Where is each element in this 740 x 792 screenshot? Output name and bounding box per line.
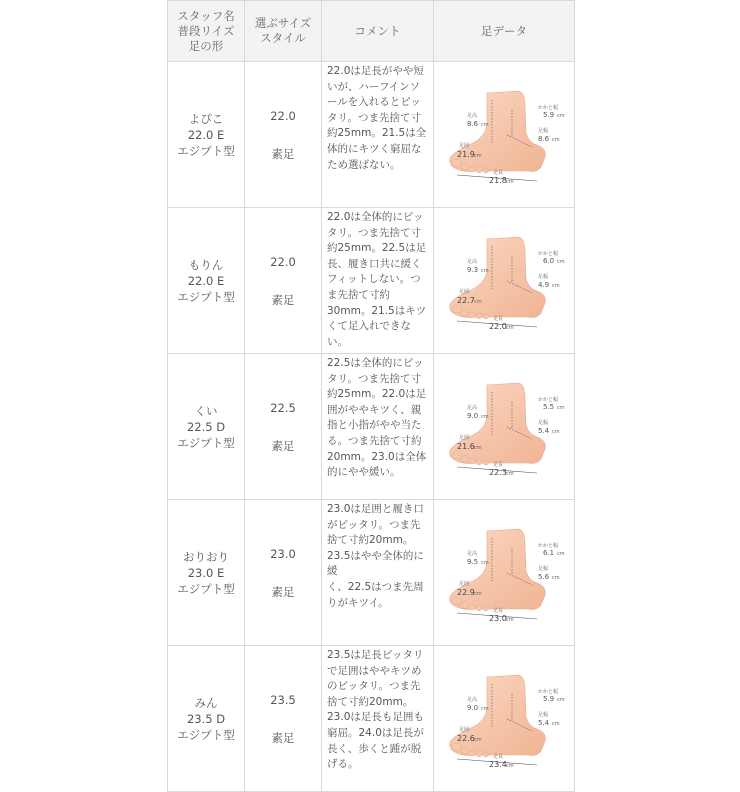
foot-girth-label: 足囲 <box>459 142 470 149</box>
foot-girth-label: 足囲 <box>459 434 470 441</box>
unit-label: cm <box>474 736 482 743</box>
foot-girth-label: 足囲 <box>459 726 470 733</box>
staff-foot-shape: エジプト型 <box>177 435 235 450</box>
comment-line: タリ。つま先捨て寸 <box>327 226 421 239</box>
comment-line: 20mm。23.0は全体 <box>327 450 427 463</box>
table-row <box>168 500 575 646</box>
comment-line: りがキツイ。 <box>327 596 389 609</box>
style-label: 素足 <box>271 730 295 745</box>
comment-line: る。つま先捨て寸約 <box>327 434 422 447</box>
foot-instep-label: かかと幅 <box>538 396 559 403</box>
comment-line: 22.0は足長がやや短 <box>327 65 424 77</box>
style-label: 素足 <box>271 438 295 453</box>
foot-length-value: 22.0 <box>489 321 507 331</box>
unit-label: cm <box>506 178 514 185</box>
size-table <box>167 0 575 792</box>
foot-girth-value: 21.6 <box>457 441 475 451</box>
foot-width-value: 5.4 <box>538 718 550 727</box>
comment-line: のピッタリ。つま先 <box>327 680 421 693</box>
size-cell <box>245 646 322 792</box>
staff-foot-shape: エジプト型 <box>177 289 235 304</box>
table-row <box>168 354 575 500</box>
foot-instep-label: かかと幅 <box>538 250 559 257</box>
unit-label: cm <box>552 428 560 435</box>
header-size <box>245 1 322 62</box>
header-staff-line: 普段リイズ <box>177 23 235 38</box>
comment-cell <box>322 500 434 646</box>
comment-line: 23.0は足長も足囲も <box>327 711 424 724</box>
unit-label: cm <box>506 762 514 769</box>
unit-label: cm <box>481 413 489 420</box>
unit-label: cm <box>552 720 560 727</box>
unit-label: cm <box>557 258 565 265</box>
foot-girth-value: 22.7 <box>457 295 475 305</box>
unit-label: cm <box>506 324 514 331</box>
foot-instep-value: 5.9 <box>543 110 555 119</box>
comment-line: フィットしない。つ <box>327 273 421 286</box>
comment-line: ため選ばない。 <box>327 158 401 171</box>
staff-usual-size: 22.0 E <box>187 273 225 288</box>
foot-diagram-icon <box>437 231 571 331</box>
foot-length-value: 22.3 <box>489 467 507 477</box>
unit-label: cm <box>474 444 482 451</box>
foot-diagram-icon <box>437 523 571 623</box>
style-label: 素足 <box>271 292 295 307</box>
staff-usual-size: 22.0 E <box>187 127 225 142</box>
unit-label: cm <box>552 282 560 289</box>
comment-line: 囲がややキツく、親 <box>327 403 422 416</box>
unit-label: cm <box>481 559 489 566</box>
foot-height-value: 9.5 <box>467 557 479 566</box>
header-size-line: スタイル <box>260 31 306 45</box>
header-staff <box>168 1 245 62</box>
unit-label: cm <box>474 152 482 159</box>
unit-label: cm <box>481 267 489 274</box>
header-comment: コメント <box>322 1 434 62</box>
staff-usual-size: 23.0 E <box>187 565 225 580</box>
foot-instep-value: 6.0 <box>543 256 555 265</box>
foot-girth-value: 22.6 <box>457 733 475 743</box>
comment-line: 22.0は全体的にピッ <box>327 211 424 223</box>
unit-label: cm <box>552 136 560 143</box>
comment-line: 23.5はやや全体的に緩 <box>327 549 424 578</box>
header-staff-line: スタッフ名 <box>177 8 235 23</box>
comment-line: 捨て寸約20mm。 <box>327 695 414 708</box>
foot-height-value: 9.3 <box>467 265 479 274</box>
comment-line: 23.5は足長ピッタリ <box>327 649 424 661</box>
foot-instep-value: 5.9 <box>543 694 555 703</box>
foot-girth-label: 足囲 <box>459 288 470 295</box>
foot-length-label: 足長 <box>493 169 504 176</box>
foot-height-value: 9.0 <box>467 411 479 420</box>
table-row <box>168 62 575 208</box>
foot-diagram-icon <box>437 377 571 477</box>
foot-length-label: 足長 <box>493 607 504 614</box>
foot-width-value: 5.6 <box>538 572 550 581</box>
foot-width-label: 足幅 <box>538 565 549 572</box>
chosen-size: 23.5 <box>270 692 296 707</box>
foot-diagram-icon <box>437 669 571 769</box>
foot-height-label: 足高 <box>467 404 478 411</box>
unit-label: cm <box>481 705 489 712</box>
foot-data-cell <box>434 500 575 646</box>
foot-data-cell <box>434 646 575 792</box>
comment-line: タリ。つま先捨て寸 <box>327 111 421 124</box>
staff-usual-size: 23.5 D <box>186 711 226 726</box>
foot-width-label: 足幅 <box>538 711 549 718</box>
foot-data-cell <box>434 208 575 354</box>
comment-line: 23.0は足囲と履き口 <box>327 503 424 515</box>
comment-line: で足囲はややキツめ <box>327 664 422 677</box>
foot-data-cell <box>434 62 575 208</box>
foot-instep-value: 5.5 <box>543 402 555 411</box>
comment-line: 約25mm。21.5は全 <box>327 127 427 140</box>
header-staff-line: 足の形 <box>188 38 224 53</box>
staff-name: よぴこ <box>188 111 224 126</box>
foot-width-value: 8.6 <box>538 134 550 143</box>
comment-line: ールを入れるとピッ <box>327 96 421 109</box>
size-cell <box>245 354 322 500</box>
staff-cell <box>168 646 245 792</box>
chosen-size: 23.0 <box>270 546 296 561</box>
foot-length-label: 足長 <box>493 315 504 322</box>
comment-line: く、22.5はつま先周 <box>327 580 424 593</box>
unit-label: cm <box>506 616 514 623</box>
staff-name: みん <box>194 695 218 710</box>
comment-line: 体的にキツく窮屈な <box>327 142 422 155</box>
foot-height-label: 足高 <box>467 112 478 119</box>
foot-height-label: 足高 <box>467 258 478 265</box>
staff-usual-size: 22.5 D <box>186 419 226 434</box>
size-cell <box>245 500 322 646</box>
comment-line: い。 <box>327 335 348 348</box>
size-cell <box>245 208 322 354</box>
comment-line: 約25mm。22.5は足 <box>327 242 427 255</box>
staff-foot-shape: エジプト型 <box>177 727 235 742</box>
staff-name: くい <box>194 403 218 418</box>
foot-instep-label: かかと幅 <box>538 542 559 549</box>
comment-cell <box>322 208 434 354</box>
style-label: 素足 <box>271 146 295 161</box>
comment-line: 長、履き口共に緩く <box>327 257 422 270</box>
unit-label: cm <box>557 404 565 411</box>
staff-foot-shape: エジプト型 <box>177 143 235 158</box>
header-row <box>168 1 575 62</box>
chosen-size: 22.0 <box>270 108 296 123</box>
unit-label: cm <box>506 470 514 477</box>
foot-length-value: 21.8 <box>489 175 507 185</box>
unit-label: cm <box>557 550 565 557</box>
comment-cell <box>322 62 434 208</box>
comment-cell <box>322 354 434 500</box>
comment-line: げる。 <box>327 758 359 771</box>
staff-name: おりおり <box>183 549 229 564</box>
staff-cell <box>168 354 245 500</box>
comment-line: 窮屈。24.0は足長が <box>327 726 424 739</box>
unit-label: cm <box>557 112 565 119</box>
staff-cell <box>168 62 245 208</box>
foot-length-label: 足長 <box>493 753 504 760</box>
foot-height-label: 足高 <box>467 696 478 703</box>
foot-instep-label: かかと幅 <box>538 688 559 695</box>
comment-line: 指と小指がやや当た <box>327 419 422 432</box>
comment-line: いが、ハーフインソ <box>327 80 421 93</box>
foot-width-value: 5.4 <box>538 426 550 435</box>
unit-label: cm <box>474 298 482 305</box>
foot-girth-value: 21.9 <box>457 149 475 159</box>
unit-label: cm <box>552 574 560 581</box>
chosen-size: 22.0 <box>270 254 296 269</box>
foot-length-value: 23.4 <box>489 759 507 769</box>
foot-diagram-icon <box>437 85 571 185</box>
table-row <box>168 646 575 792</box>
foot-height-value: 9.0 <box>467 703 479 712</box>
comment-line: 長く、歩くと踵が脱 <box>327 742 422 755</box>
foot-instep-label: かかと幅 <box>538 104 559 111</box>
foot-height-label: 足高 <box>467 550 478 557</box>
unit-label: cm <box>474 590 482 597</box>
foot-width-label: 足幅 <box>538 127 549 134</box>
foot-girth-label: 足囲 <box>459 580 470 587</box>
staff-cell <box>168 500 245 646</box>
comment-line: タリ。つま先捨て寸 <box>327 372 421 385</box>
foot-height-value: 8.6 <box>467 119 479 128</box>
unit-label: cm <box>481 121 489 128</box>
foot-length-label: 足長 <box>493 461 504 468</box>
style-label: 素足 <box>271 584 295 599</box>
comment-cell <box>322 646 434 792</box>
foot-girth-value: 22.9 <box>457 587 475 597</box>
size-cell <box>245 62 322 208</box>
staff-name: もりん <box>188 257 224 272</box>
foot-width-label: 足幅 <box>538 419 549 426</box>
comment-line: 捨て寸約20mm。 <box>327 534 414 547</box>
foot-instep-value: 6.1 <box>543 548 555 557</box>
foot-length-value: 23.0 <box>489 613 507 623</box>
unit-label: cm <box>557 696 565 703</box>
comment-line: 的にやや緩い。 <box>327 466 401 479</box>
comment-line: 約25mm。22.0は足 <box>327 388 427 401</box>
comment-line: ま先捨て寸約 <box>327 288 390 301</box>
staff-cell <box>168 208 245 354</box>
foot-data-cell <box>434 354 575 500</box>
header-size-line: 選ぶサイズ <box>254 16 312 30</box>
comment-line: 22.5は全体的にピッ <box>327 357 424 369</box>
comment-line: くて足入れできな <box>327 320 411 333</box>
table-row <box>168 208 575 354</box>
staff-foot-shape: エジプト型 <box>177 581 235 596</box>
chosen-size: 22.5 <box>270 400 296 415</box>
foot-width-value: 4.9 <box>538 280 550 289</box>
header-foot-data: 足データ <box>434 1 575 62</box>
comment-line: 30mm。21.5はキツ <box>327 304 427 317</box>
comment-line: がピッタリ。つま先 <box>327 518 421 531</box>
foot-width-label: 足幅 <box>538 273 549 280</box>
